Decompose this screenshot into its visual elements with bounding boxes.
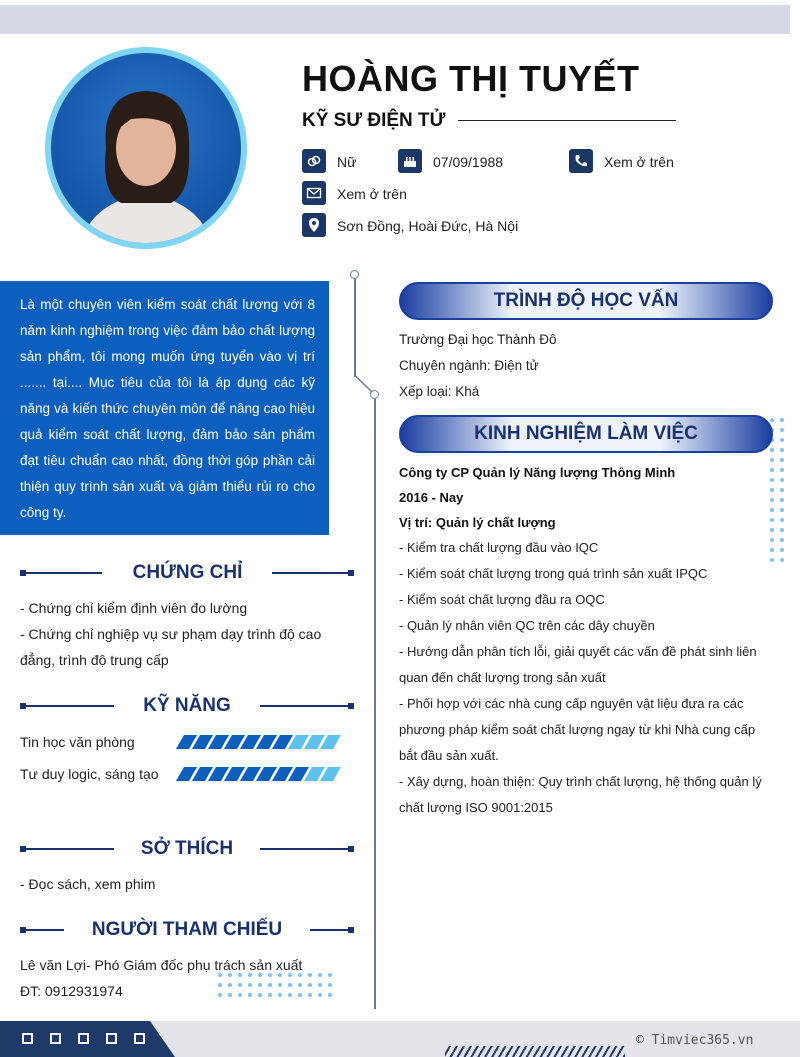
education-details	[399, 327, 556, 405]
job-title: KỸ SƯ ĐIỆN TỬ	[302, 110, 446, 131]
birthday-value: 07/09/1988	[433, 154, 504, 170]
timeline-node-mid	[370, 390, 379, 399]
certificate-item: - Chứng chỉ kiểm định viên đo lường	[20, 600, 248, 616]
reference-contact: Lê văn Lợi- Phó Giám đốc phụ trách sản xuất	[20, 957, 303, 973]
section-line-right	[260, 848, 348, 850]
phone-icon	[569, 149, 593, 173]
gender-value: Nữ	[337, 154, 357, 170]
experience-details	[399, 461, 764, 821]
section-line-right	[260, 705, 348, 707]
experience-title: KINH NGHIỆM LÀM VIỆC	[474, 423, 698, 444]
education-major: Chuyên ngành: Điện tử	[399, 358, 539, 373]
duty-item: - Kiểm soát chất lượng trong quá trình sản xuất IPQC	[399, 566, 708, 581]
footer-squares	[22, 1033, 145, 1044]
email-icon	[302, 181, 326, 205]
duty-item: - Quản lý nhân viên QC trên các dây chuyền	[399, 618, 655, 633]
experience-company: Công ty CP Quản lý Năng lượng Thông Minh	[399, 465, 676, 480]
gender-icon	[302, 149, 326, 173]
timeline-node-top	[350, 270, 359, 279]
top-decor-bar	[0, 5, 790, 34]
skills-title: KỸ NĂNG	[143, 695, 231, 716]
education-title: TRÌNH ĐỘ HỌC VẤN	[493, 290, 679, 311]
section-dot-right	[348, 846, 354, 852]
birthday-cake-icon	[398, 149, 422, 173]
reference-phone: ĐT: 0912931974	[20, 983, 123, 999]
duty-item: - Phối hợp với các nhà cung cấp nguyên vật liệu đưa ra các phương pháp kiểm soát chất lượng ngay từ khi Nhà cung cấp bắt đầu sản xuất.	[399, 696, 756, 763]
certificates-title: CHỨNG CHỈ	[132, 562, 243, 583]
section-dot-right	[348, 927, 354, 933]
duty-item: - Kiểm tra chất lượng đầu vào IQC	[399, 540, 599, 555]
section-line-left	[26, 929, 64, 931]
footer-stripes	[445, 1046, 625, 1057]
experience-period: 2016 - Nay	[399, 490, 464, 505]
decor-square	[106, 1033, 117, 1044]
skill-name: Tin học văn phòng	[20, 734, 135, 750]
certificates-list	[20, 595, 360, 673]
section-dot-right	[348, 570, 354, 576]
duty-item: - Kiểm soát chất lượng đầu ra OQC	[399, 592, 605, 607]
education-grade: Xếp loại: Khá	[399, 384, 480, 399]
decor-dots	[218, 973, 332, 997]
duty-item: - Hướng dẫn phân tích lỗi, giải quyết các vấn đề phát sinh liên quan đến chất lượng trong sản xuất	[399, 644, 757, 685]
location-pin-icon	[302, 213, 326, 237]
section-dot-right	[348, 703, 354, 709]
decor-square	[78, 1033, 89, 1044]
skill-level-bar	[180, 767, 337, 781]
skill-level-bar	[180, 735, 337, 749]
email-value: Xem ở trên	[337, 186, 407, 202]
certificate-item: - Chứng chỉ nghiệp vụ sư phạm dạy trình độ cao đẳng, trình độ trung cấp	[20, 626, 322, 668]
section-line-left	[26, 705, 114, 707]
experience-position: Vị trí: Quản lý chất lượng	[399, 515, 556, 530]
hobbies-text: - Đọc sách, xem phim	[20, 876, 156, 892]
title-divider	[458, 120, 676, 121]
section-line-left	[26, 572, 102, 574]
education-header	[399, 282, 773, 320]
candidate-name: HOÀNG THỊ TUYẾT	[302, 58, 640, 99]
decor-square	[22, 1033, 33, 1044]
duty-item: - Xây dựng, hoàn thiện: Quy trình chất lượng, hệ thống quản lý chất lượng ISO 9001:2015	[399, 774, 762, 815]
section-line-right	[272, 572, 348, 574]
decor-square	[50, 1033, 61, 1044]
portrait-icon	[51, 53, 241, 243]
experience-header	[399, 415, 773, 453]
section-line-left	[26, 848, 114, 850]
timeline-line-upper	[354, 279, 356, 377]
section-line-right	[310, 929, 348, 931]
watermark: © Timviec365.vn	[636, 1033, 754, 1048]
timeline-line-lower	[374, 399, 376, 1009]
address-value: Sơn Đồng, Hoài Đức, Hà Nội	[337, 218, 519, 234]
phone-value: Xem ở trên	[604, 154, 674, 170]
decor-square	[134, 1033, 145, 1044]
references-title: NGƯỜI THAM CHIẾU	[91, 919, 283, 940]
avatar	[51, 53, 241, 243]
education-school: Trường Đại học Thành Đô	[399, 332, 557, 347]
career-summary: Là một chuyên viên kiểm soát chất lượng với 8 năm kinh nghiệm trong việc đảm bảo chất lượng sản phẩm, tôi mong muốn ứng tuyển vào vị trí ....... tại.... Mục tiêu của tôi là áp dụng các kỹ năng và kiến thức chuyên môn để nâng cao hiệu quả kiểm soát chất lượng, đảm bảo sản phẩm đạt tiêu chuẩn cao nhất, đồng thời góp phần cải thiện quy trình sản xuất và giảm thiểu rủi ro cho công ty.	[0, 281, 329, 535]
skill-name: Tư duy logic, sáng tạo	[20, 766, 159, 782]
hobbies-title: SỞ THÍCH	[140, 838, 234, 859]
